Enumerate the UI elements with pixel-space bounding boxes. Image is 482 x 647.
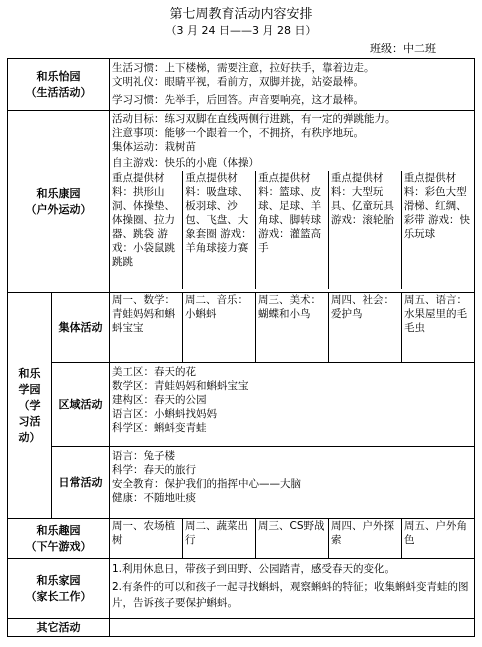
section-name: 和乐学园 (18, 366, 41, 396)
row-xueyuan-group (8, 293, 475, 363)
area-activity-content (110, 363, 475, 447)
daily-line: 安全教育：保护我们的指挥中心——大脑 (112, 478, 301, 490)
area-line: 建构区：春天的公园 (112, 394, 207, 406)
materials-grid (110, 171, 474, 289)
section-sub: （家长工作） (25, 589, 92, 603)
section-jiayuan-content (110, 559, 475, 619)
material-cell: 重点提供材料：吸盘球、板羽球、沙包、飞盘、大象套圈 游戏：羊角球接力赛 (183, 171, 256, 289)
schedule-table (7, 58, 475, 637)
afternoon-day-cell: 周二、蔬菜出行 (183, 519, 256, 559)
section-sub: （生活活动） (25, 85, 92, 99)
row-jiayuan (8, 559, 475, 619)
section-jiayuan-label (8, 559, 110, 619)
group-day-cell: 周三、美术：蝴蝶和小鸟 (256, 293, 329, 363)
daily-activity-label: 日常活动 (52, 447, 110, 519)
row-yiyuan (8, 59, 475, 111)
group-day-cell: 周一、数学：青蛙妈妈和蝌蚪宝宝 (110, 293, 183, 363)
row-quyuan (8, 519, 475, 559)
afternoon-day-cell: 周一、农场植树 (110, 519, 183, 559)
afternoon-day-cell: 周五、户外角色 (402, 519, 475, 559)
yiyuan-line: 生活习惯：上下楼梯，需要注意，拉好扶手，靠着边走。 (112, 62, 375, 74)
kangyuan-line: 活动目标：练习双脚在直线两侧行进跳，有一定的弹跳能力。 (112, 113, 396, 125)
section-sub: （学习活动） (18, 398, 41, 444)
material-cell: 重点提供材料：篮球、皮球、足球、羊角球、脚转球 游戏：灌篮高手 (256, 171, 329, 289)
page-title: 第七周教育活动内容安排 (169, 7, 313, 22)
section-quyuan-label (8, 519, 110, 559)
section-other-label: 其它活动 (8, 619, 110, 637)
material-cell: 重点提供材料：大型玩具、亿童玩具 游戏：滚轮胎 (328, 171, 401, 289)
section-name: 和乐趣园 (36, 523, 81, 537)
jiayuan-line: 2.有条件的可以和孩子一起寻找蝌蚪，观察蝌蚪的特征；收集蝌蚪变青蛙的图片，告诉孩子要保护蝌蚪。 (112, 581, 469, 609)
daily-line: 健康：不随地吐痰 (112, 492, 196, 504)
afternoon-day-cell: 周三、CS野战 (256, 519, 329, 559)
daily-line: 语言：兔子楼 (112, 450, 175, 462)
section-name: 和乐康园 (36, 186, 81, 200)
group-day-cell: 周五、语言：水果屋里的毛毛虫 (402, 293, 475, 363)
yiyuan-line: 学习习惯：先举手，后回答。声音要响亮，这才最棒。 (112, 94, 364, 106)
daily-activity-content (110, 447, 475, 519)
yiyuan-line: 文明礼仪：眼睛平视，看前方，双脚并拢，站姿最棒。 (112, 76, 364, 88)
section-kangyuan-label (8, 111, 110, 293)
area-line: 科学区：蝌蚪变青蛙 (112, 422, 207, 434)
material-cell: 重点提供材料：彩色大型滑梯、红绸、彩带 游戏：快乐玩球 (401, 171, 474, 289)
row-xueyuan-area (8, 363, 475, 447)
afternoon-day-cell: 周四、户外探索 (329, 519, 402, 559)
section-other-content (110, 619, 475, 637)
row-other (8, 619, 475, 637)
daily-line: 科学：春天的旅行 (112, 464, 196, 476)
group-activity-label: 集体活动 (52, 293, 110, 363)
area-line: 美工区：春天的花 (112, 366, 196, 378)
kangyuan-line: 集体运动：栽树苗 (112, 141, 196, 153)
jiayuan-line: 1.利用休息日，带孩子到田野、公园踏青，感受春天的变化。 (112, 563, 396, 575)
kangyuan-line: 注意事项：能够一个跟着一个，不拥挤，有秩序地玩。 (112, 127, 364, 139)
section-yiyuan-label (8, 59, 110, 111)
section-sub: （下午游戏） (25, 539, 92, 553)
row-xueyuan-daily (8, 447, 475, 519)
class-label: 班级：中二班 (370, 42, 436, 55)
area-line: 语言区：小蝌蚪找妈妈 (112, 408, 217, 420)
section-kangyuan-content (110, 111, 475, 293)
material-cell: 重点提供材料：拱形山洞、体操垫、体操圈、拉力器、跳袋 游戏：小袋鼠跳跳跳 (110, 171, 183, 289)
section-yiyuan-content (110, 59, 475, 111)
kangyuan-line: 自主游戏：快乐的小鹿（体操） (112, 157, 259, 169)
row-kangyuan (8, 111, 475, 293)
section-name: 和乐怡园 (36, 69, 81, 83)
section-name: 和乐家园 (36, 573, 81, 587)
group-day-cell: 周二、音乐：小蝌蚪 (183, 293, 256, 363)
area-activity-label: 区域活动 (52, 363, 110, 447)
date-range: （3 月 24 日——3 月 28 日） (165, 24, 317, 37)
area-line: 数学区：青蛙妈妈和蝌蚪宝宝 (112, 380, 249, 392)
group-day-cell: 周四、社会：爱护鸟 (329, 293, 402, 363)
section-xueyuan-label (8, 293, 52, 519)
section-sub: （户外运动） (25, 202, 92, 216)
